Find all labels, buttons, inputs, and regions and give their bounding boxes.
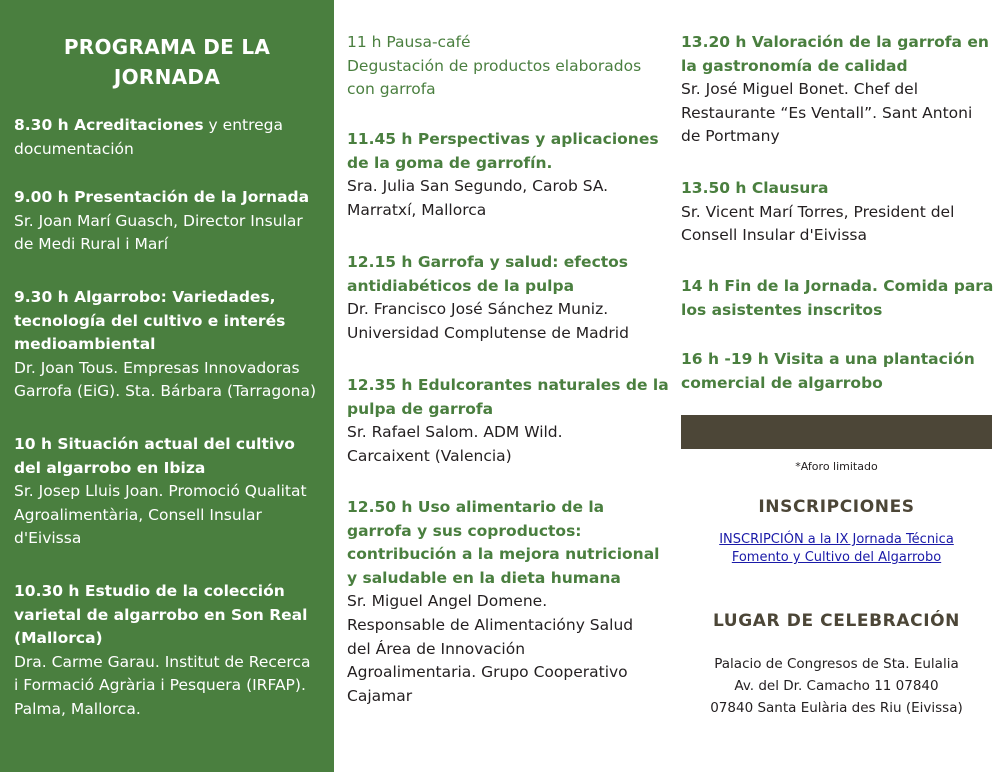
registration-heading: INSCRIPCIONES	[758, 497, 915, 517]
schedule-entry-1600: 16 h -19 h Visita a una plantación comercial de algarrobo	[681, 350, 975, 392]
schedule-entry-1215: 12.15 h Garrofa y salud: efectos antidiabéticos de la pulpa Dr. Francisco José Sánchez Muniz. Universidad Complutense de Madrid	[347, 253, 629, 342]
schedule-entry-1235: 12.35 h Edulcorantes naturales de la pulpa de garrofa Sr. Rafael Salom. ADM Wild. Carcaixent (Valencia)	[347, 376, 669, 465]
capacity-note: *Aforo limitado	[795, 460, 878, 473]
schedule-entry-1350: 13.50 h Clausura Sr. Vicent Marí Torres, President del Consell Insular d'Eivissa	[681, 179, 955, 245]
schedule-entry-1030: 10.30 h Estudio de la colección varietal de algarrobo en Son Real (Mallorca) Dra. Carme Garau. Institut de Recerca i Formació Agrària i Pesquera (IRFAP). Palma, Mallorca.	[14, 582, 311, 718]
venue-address: Palacio de Congresos de Sta. Eulalia Av. del Dr. Camacho 11 07840 07840 Santa Eulària des Riu (Eivissa)	[710, 656, 963, 716]
schedule-entry-0900: 9.00 h Presentación de la Jornada Sr. Joan Marí Guasch, Director Insular de Medi Rural i Marí	[14, 188, 310, 254]
schedule-entry-0830: 8.30 h Acreditaciones y entrega documentación	[14, 116, 283, 158]
schedule-entry-1100: 11 h Pausa-café Degustación de productos elaborados con garrofa	[347, 33, 642, 99]
venue-heading: LUGAR DE CELEBRACIÓN	[712, 611, 960, 631]
schedule-entry-1250: 12.50 h Uso alimentario de la garrofa y sus coproductos: contribución a la mejora nutricional y saludable en la dieta humana Sr. Miguel Angel Domene. Responsable de Alimentacióny Salud del Área de Innovación Agroalimentaria. Grupo Cooperativo Cajamar	[347, 498, 660, 705]
schedule-entry-0930: 9.30 h Algarrobo: Variedades, tecnología del cultivo e interés medioambiental Dr. Joan Tous. Empresas Innovadoras Garrofa (EiG). Sta. Bárbara (Tarragona)	[14, 288, 317, 401]
divider-bar	[681, 415, 992, 449]
schedule-entry-1400: 14 h Fin de la Jornada. Comida para los asistentes inscritos	[681, 277, 994, 319]
program-title: PROGRAMA DE LA JORNADA	[63, 35, 271, 89]
program-panel	[0, 0, 334, 772]
registration-link[interactable]: INSCRIPCIÓN a la IX Jornada Técnica Fomento y Cultivo del Algarrobo	[719, 532, 954, 565]
schedule-entry-1320: 13.20 h Valoración de la garrofa en la gastronomía de calidad Sr. José Miguel Bonet. Chef del Restaurante “Es Ventall”. Sant Antoni de Portmany	[681, 33, 989, 146]
schedule-entry-1000: 10 h Situación actual del cultivo del algarrobo en Ibiza Sr. Josep Lluis Joan. Promoció Qualitat Agroalimentària, Consell Insular d'Eivissa	[14, 435, 307, 548]
schedule-entry-1145: 11.45 h Perspectivas y aplicaciones de la goma de garrofín. Sra. Julia San Segundo, Carob SA. Marratxí, Mallorca	[347, 130, 659, 219]
